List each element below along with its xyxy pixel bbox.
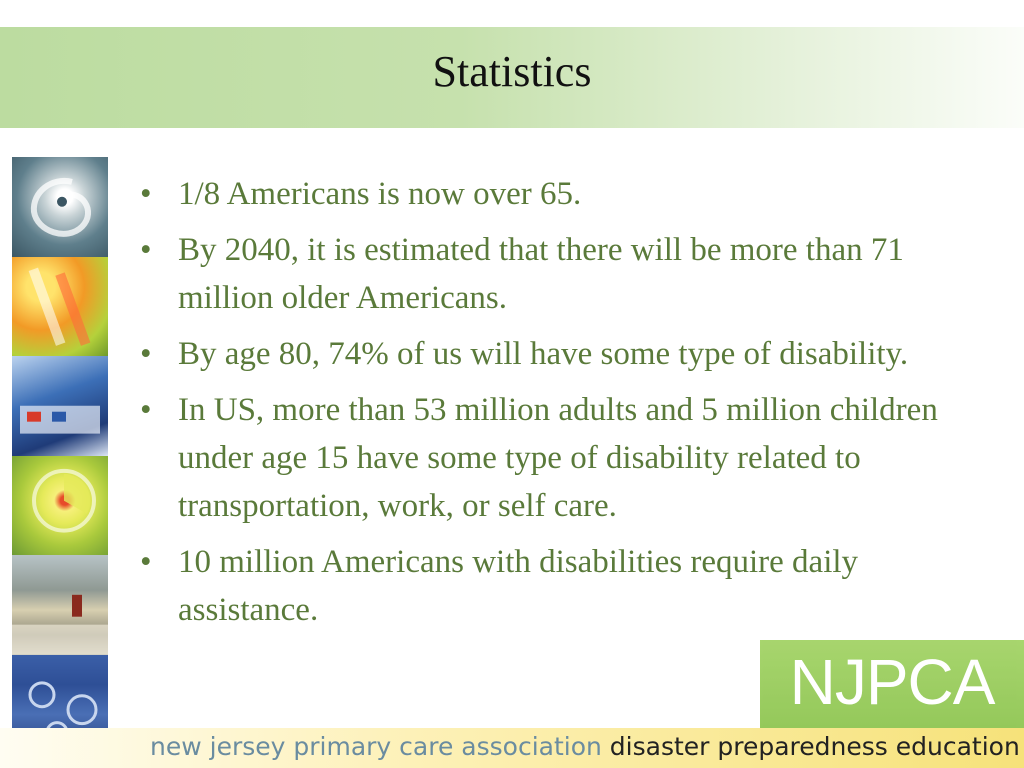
bullet-icon: • [140,336,152,372]
bullet-text: 10 million Americans with disabilities require daily assistance. [178,544,859,628]
list-item [136,386,976,530]
photo-strip [12,157,108,754]
footer-text [150,732,1020,762]
emergency-vehicle-photo [12,356,108,456]
list-item [136,226,976,322]
slide-title: Statistics [432,47,592,96]
footer-organization: new jersey primary care association [150,732,602,761]
bullet-icon: • [140,544,152,580]
bullet-icon: • [140,392,152,428]
radiation-symbol-photo [12,456,108,556]
bullet-text: By 2040, it is estimated that there will be more than 71 million older Americans. [178,232,904,316]
list-item [136,538,976,634]
njpca-logo [760,640,1024,728]
hurricane-satellite-photo [12,157,108,257]
bullet-icon: • [140,176,152,212]
footer-program: disaster preparedness education [609,732,1020,761]
list-item [136,170,976,218]
list-item [136,330,976,378]
bullet-text: In US, more than 53 million adults and 5 million children under age 15 have some type of disability related to transportation, work, or self care. [178,392,938,524]
flood-debris-photo [12,555,108,655]
bullet-text: By age 80, 74% of us will have some type of disability. [178,336,909,372]
bullet-icon: • [140,232,152,268]
bullet-text: 1/8 Americans is now over 65. [178,176,582,212]
logo-text: NJPCA [789,646,995,718]
lab-test-tubes-photo [12,257,108,357]
bullet-list [136,170,976,642]
